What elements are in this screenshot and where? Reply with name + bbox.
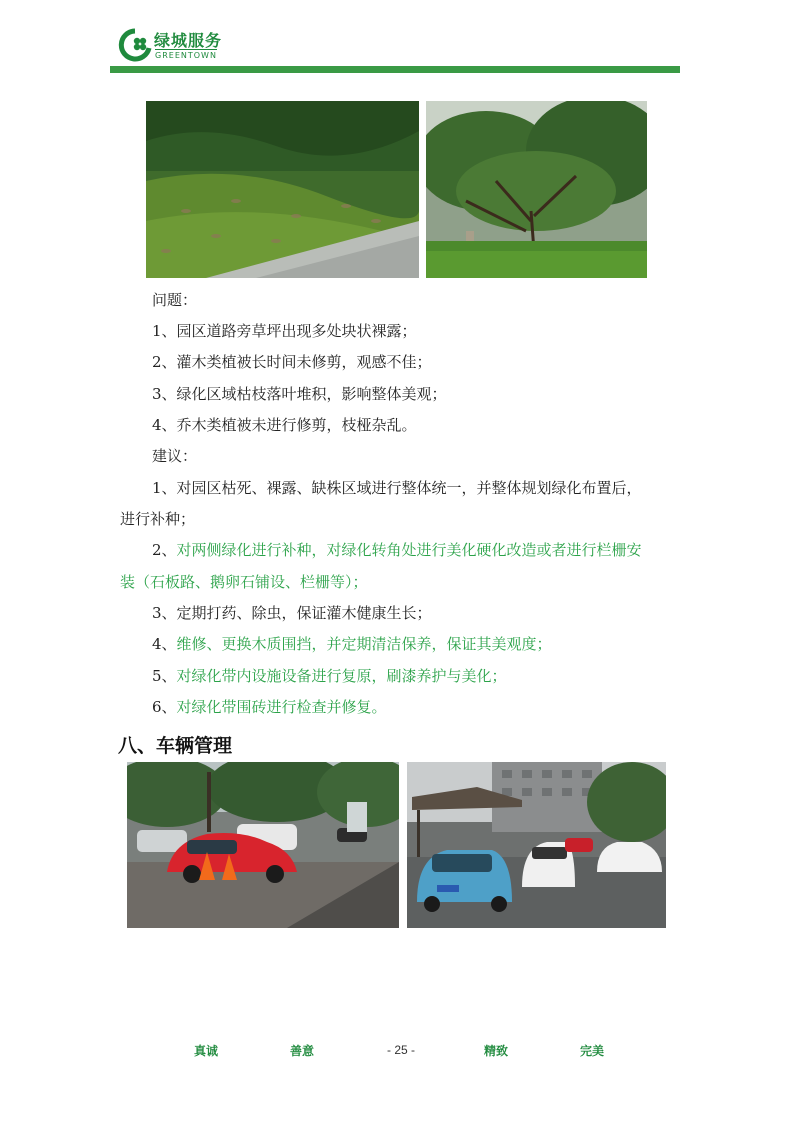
photo-parking-lot — [407, 762, 666, 928]
photo-shrubs-trees — [426, 101, 647, 278]
section-heading-vehicle-management: 八、车辆管理 — [118, 735, 233, 757]
suggestion-item-5 — [152, 666, 507, 686]
suggestion-item-6 — [152, 697, 387, 717]
greentown-logo-icon — [118, 28, 152, 62]
suggestion-item-4-text: 维修、更换木质围挡，并定期清洁保养，保证其美观度； — [176, 635, 552, 653]
problem-item-3: 3、绿化区域枯枝落叶堆积，影响整体美观； — [152, 385, 447, 403]
suggestion-item-2-number: 2、 — [152, 541, 177, 559]
suggestion-item-2-line-2: 装（石板路、鹅卵石铺设、栏栅等）； — [120, 573, 368, 591]
photo-lawn-slope — [146, 101, 419, 278]
suggestion-item-2-line-1 — [152, 540, 642, 560]
suggestion-item-4 — [152, 634, 552, 654]
problem-item-4: 4、乔木类植被未进行修剪，枝桠杂乱。 — [152, 416, 417, 434]
suggestion-item-5-number: 5、 — [152, 667, 177, 685]
footer-motto-kindness: 善意 — [290, 1044, 315, 1058]
suggestion-item-5-text: 对绿化带内设施设备进行复原，刷漆养护与美化； — [176, 667, 507, 685]
photo-parked-cars — [127, 762, 399, 928]
suggestion-item-1-line-1: 1、对园区枯死、裸露、缺株区域进行整体统一，并整体规划绿化布置后， — [152, 479, 642, 497]
footer-motto-sincerity: 真诚 — [194, 1044, 219, 1058]
suggestion-item-6-number: 6、 — [152, 698, 177, 716]
logo-chinese-text: 绿城服务 — [154, 31, 223, 50]
suggestions-heading: 建议： — [152, 447, 198, 465]
footer-motto-perfection: 完美 — [580, 1044, 605, 1058]
header-divider-bar — [110, 66, 680, 73]
suggestion-item-4-number: 4、 — [152, 635, 177, 653]
problem-item-2: 2、灌木类植被长时间未修剪，观感不佳； — [152, 353, 432, 371]
suggestion-item-1-line-2: 进行补种； — [120, 510, 196, 528]
logo-english-text: GREENTOWN — [155, 51, 217, 60]
greentown-logo — [118, 26, 258, 62]
page-number: - 25 - — [387, 1043, 416, 1057]
suggestion-item-3: 3、定期打药、除虫，保证灌木健康生长； — [152, 604, 432, 622]
problems-heading: 问题： — [152, 291, 198, 309]
suggestion-item-6-text: 对绿化带围砖进行检查并修复。 — [176, 698, 387, 716]
suggestion-item-2-text: 对两侧绿化进行补种，对绿化转角处进行美化硬化改造或者进行栏栅安 — [176, 541, 642, 559]
problem-item-1: 1、园区道路旁草坪出现多处块状裸露； — [152, 322, 417, 340]
footer-motto-refinement: 精致 — [484, 1044, 509, 1058]
